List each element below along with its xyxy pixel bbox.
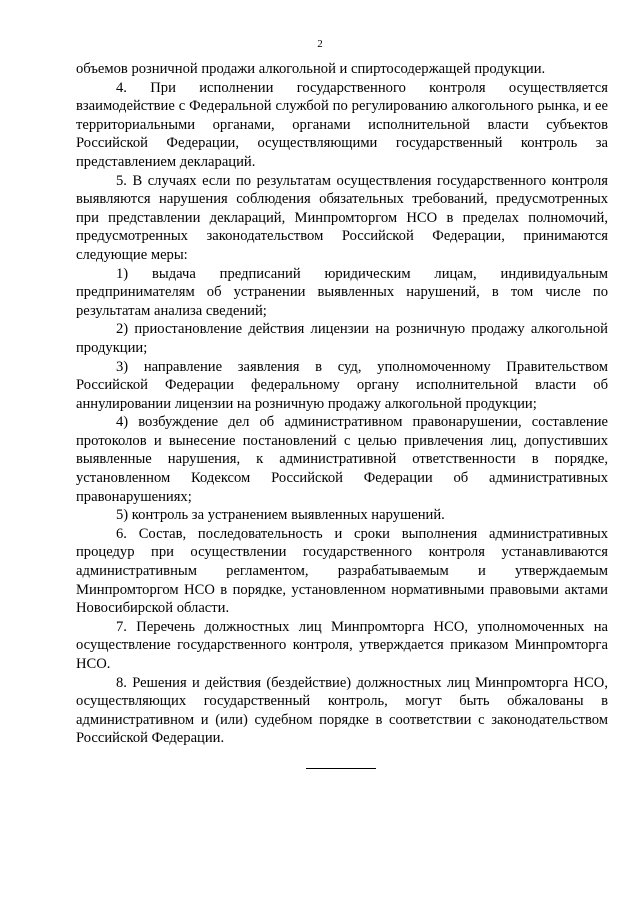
paragraph-item-4: 4. При исполнении государственного контроля осуществляется взаимодействие с Федеральной службой по регулированию алкогольного рынка, и ее территориальными органами, органами исполнительной власти субъектов Российской Федерации, осуществляющими государственный контроль за представлением деклараций. xyxy=(76,79,608,170)
paragraph-item-7: 7. Перечень должностных лиц Минпромторга НСО, уполномоченных на осуществление государственного контроля, утверждается приказом Минпромторга НСО. xyxy=(76,618,608,672)
subitem-4: 4) возбуждение дел об административном правонарушении, составление протоколов и вынесение постановлений с целью привлечения лиц, допустивших выявленные нарушения, к административной ответственности в порядке, установленном Кодексом Российской Федерации об административных правонарушениях; xyxy=(76,414,608,505)
paragraph-item-6: 6. Состав, последовательность и сроки выполнения административных процедур при осуществлении государственного контроля устанавливаются административным регламентом, разрабатываемым и утверждаемым Минпромторгом НСО в порядке, установленном нормативными правовыми актами Новосибирской области. xyxy=(76,525,608,617)
subitem-5: 5) контроль за устранением выявленных нарушений. xyxy=(116,507,445,524)
subitem-3: 3) направление заявления в суд, уполномоченному Правительством Российской Федерации федеральному органу исполнительной власти об аннулировании лицензии на розничную продажу алкогольной продукции; xyxy=(76,358,608,412)
end-divider-line xyxy=(306,768,376,769)
subitem-2: 2) приостановление действия лицензии на розничную продажу алкогольной продукции; xyxy=(76,321,608,356)
document-body xyxy=(76,60,608,748)
subitem-1: 1) выдача предписаний юридическим лицам, индивидуальным предпринимателям об устранении выявленных нарушений, в том числе по результатам анализа сведений; xyxy=(76,265,608,319)
paragraph-item-8: 8. Решения и действия (бездействие) должностных лиц Минпромторга НСО, осуществляющих государственный контроль, могут быть обжалованы в административном и (или) судебном порядке в соответствии с законодательством Российской Федерации. xyxy=(76,674,608,747)
paragraph-continuation: объемов розничной продажи алкогольной и спиртосодержащей продукции. xyxy=(76,61,546,77)
paragraph-item-5: 5. В случаях если по результатам осуществления государственного контроля выявляются нарушения соблюдения обязательных требований, предусмотренных при представлении деклараций, Минпромторгом НСО в пределах полномочий, предусмотренных законодательством Российской Федерации, принимаются следующие меры: xyxy=(76,172,608,263)
page-number: 2 xyxy=(317,38,323,50)
